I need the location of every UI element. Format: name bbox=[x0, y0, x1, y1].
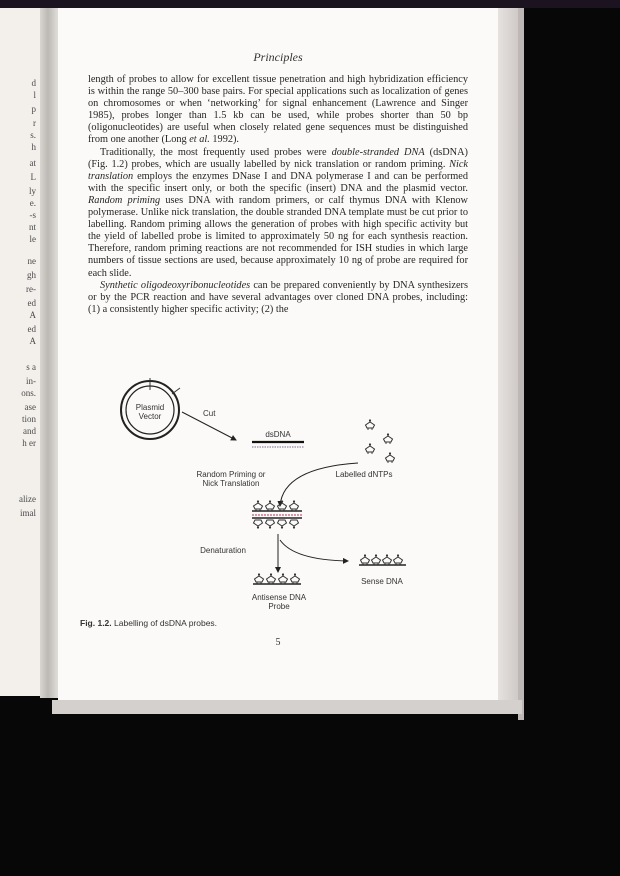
left-page-fragment: p bbox=[31, 104, 36, 114]
caption-text: Labelling of dsDNA probes. bbox=[114, 618, 218, 628]
italic-run: Random priming bbox=[88, 194, 161, 206]
plasmid-vector-label: Plasmid Vector bbox=[135, 403, 165, 421]
left-page-fragment: le bbox=[29, 234, 36, 244]
sense-arrow bbox=[280, 540, 348, 561]
book-top-edge bbox=[0, 0, 620, 8]
page-stack-bottom-edge bbox=[52, 700, 522, 714]
page-stack-right-edge bbox=[498, 8, 518, 704]
caption-number: Fig. 1.2. bbox=[80, 618, 112, 628]
left-page-fragment: h er bbox=[22, 438, 36, 448]
text-run: 1992). bbox=[209, 134, 239, 146]
running-head: Principles bbox=[253, 50, 303, 64]
text-run: uses DNA with random primers, or calf thymus DNA with Klenow polymerase. Unlike nick translation, the double stranded DNA template must be cut prior to labelling. Random priming allows the generation of probes with high specific activity but the yield of labelled probe is limited to approximately 50 ng for each synthesis reaction. Therefore, random priming reactions are not recommended for ISH studies in which large numbers of tissue sections are used, because approximately 10 ng of probe are required for each slide. bbox=[88, 194, 468, 279]
left-page-fragment: imal bbox=[20, 508, 36, 518]
body-text bbox=[88, 74, 468, 316]
text-run: employs the enzymes DNase I and DNA polymerase I and can be performed with the specific insert only, or both the specific (insert) DNA and the plasmid vector. bbox=[88, 170, 468, 194]
italic-run: double-stranded DNA bbox=[331, 146, 425, 158]
left-page-fragment: ly bbox=[28, 186, 36, 196]
left-page-fragment: ne bbox=[27, 256, 36, 266]
dsdna-icon bbox=[252, 442, 304, 447]
book-gutter bbox=[40, 8, 60, 698]
denaturation-label: Denaturation bbox=[200, 546, 246, 555]
text-run: can be prepared conveniently by DNA synthesizers or by the PCR reaction and have several advantages over cloned DNA probes, including: (1) a consistently higher specific activity; (2) the bbox=[88, 279, 468, 315]
paragraph bbox=[88, 147, 468, 280]
dsdna-label: dsDNA bbox=[265, 430, 291, 439]
left-page-fragment: nt bbox=[28, 222, 36, 232]
figure-diagram bbox=[58, 368, 498, 628]
labelled-dntps-icon bbox=[366, 419, 395, 463]
labelled-dsdna-product-icon bbox=[252, 500, 302, 528]
left-page-fragment: A bbox=[29, 336, 36, 346]
paragraph bbox=[88, 74, 468, 147]
left-page-fragment: s. bbox=[30, 130, 36, 140]
left-page-fragment: gh bbox=[27, 270, 36, 280]
random-priming-label: Random Priming or Nick Translation bbox=[196, 470, 266, 488]
labelled-dntps-label: Labelled dNTPs bbox=[335, 470, 393, 479]
left-page-fragment: d bbox=[31, 78, 36, 88]
left-page-fragment: -s bbox=[29, 210, 36, 220]
left-page-fragment: e. bbox=[29, 198, 36, 208]
sense-dna-label: Sense DNA bbox=[361, 577, 403, 586]
figure-labelling-dsdna bbox=[58, 368, 498, 628]
left-page-fragment: A bbox=[29, 310, 36, 320]
left-page-fragment: ed bbox=[27, 298, 36, 308]
left-page-fragment: h bbox=[31, 142, 36, 152]
left-page-fragment: alize bbox=[19, 494, 36, 504]
antisense-dna-label: Antisense DNA Probe bbox=[251, 593, 307, 611]
sense-dna-icon bbox=[359, 554, 406, 565]
left-page-fragment: and bbox=[23, 426, 36, 436]
left-page-fragment: ed bbox=[27, 324, 36, 334]
page-number: 5 bbox=[275, 637, 281, 648]
left-page-fragment: s a bbox=[26, 362, 36, 372]
left-page-fragment: at bbox=[29, 158, 36, 168]
text-run: Traditionally, the most frequently used probes were bbox=[100, 146, 332, 158]
left-page-fragment: ase bbox=[24, 402, 36, 412]
left-page-edge bbox=[0, 8, 40, 696]
italic-run: et al. bbox=[189, 134, 210, 146]
page-stack-strip bbox=[518, 8, 524, 720]
cut-label: Cut bbox=[203, 409, 216, 418]
paragraph bbox=[88, 280, 468, 316]
antisense-dna-icon bbox=[253, 573, 301, 584]
text-run: (dsDNA) (Fig. 1.2) probes, which are usually labelled by nick translation or random priming. bbox=[88, 146, 468, 170]
figure-caption bbox=[80, 618, 217, 628]
left-page-fragment: r bbox=[33, 118, 36, 128]
italic-run: Nick translation bbox=[88, 158, 468, 182]
left-page-fragment: l bbox=[33, 90, 36, 100]
left-page-fragment: tion bbox=[21, 414, 36, 424]
left-page-fragment: re- bbox=[26, 284, 36, 294]
left-page-fragment: ons. bbox=[21, 388, 36, 398]
text-run: length of probes to allow for excellent tissue penetration and high hybridization efficiency is within the range 50–300 base pairs. For special applications such as localization of genes on chromosomes or when ‘networking’ for signal enhancement (Lawrence and Singer 1985), probes longer than 1.5 kb can be used, while probes shorter than 50 bp (oligonucleotides) are useful when closely related gene sequences must be distinguished from one another (Long bbox=[88, 74, 468, 146]
left-page-fragment: L bbox=[30, 172, 36, 182]
left-page-fragment: in- bbox=[26, 376, 36, 386]
book-page bbox=[58, 8, 498, 704]
italic-run: Synthetic oligodeoxyribonucleotides bbox=[100, 279, 251, 291]
